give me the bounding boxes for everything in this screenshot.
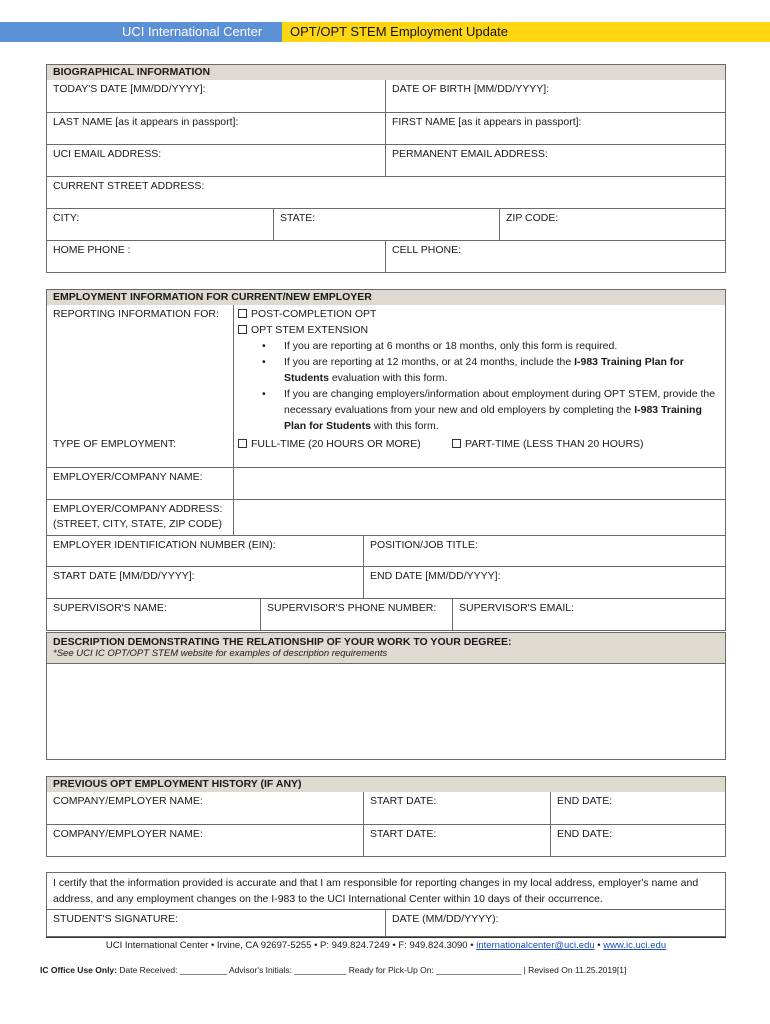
certification-section: [46, 872, 726, 937]
description-textarea[interactable]: [47, 664, 725, 759]
supervisor-name-field[interactable]: SUPERVISOR'S NAME:: [53, 602, 167, 614]
supervisor-email-field[interactable]: SUPERVISOR'S EMAIL:: [452, 599, 725, 630]
first-name-field[interactable]: FIRST NAME [as it appears in passport]:: [385, 113, 725, 144]
reporting-options: [233, 305, 725, 435]
permanent-email-field[interactable]: PERMANENT EMAIL ADDRESS:: [385, 145, 725, 176]
list-item: • If you are changing employers/information about employment during OPT STEM, provide the necessary evaluations from your new and old employers by completing the I-983 Training Plan for Students with this form.: [262, 386, 721, 434]
city-field[interactable]: CITY:: [53, 212, 80, 224]
description-section: [46, 632, 726, 760]
dob-field[interactable]: DATE OF BIRTH [MM/DD/YYYY]:: [385, 80, 725, 112]
stem-extension-option[interactable]: OPT STEM EXTENSION: [238, 322, 721, 338]
previous-employment-section: [46, 776, 726, 857]
employer-name-input[interactable]: [233, 468, 725, 499]
certification-statement: I certify that the information provided is accurate and that I am responsible for reporting changes in my local address, employer's name and address, and any employment changes on the I-983 to the UCI International Center within 10 days of their occurrence.: [53, 877, 699, 905]
prev-start-date-field[interactable]: START DATE:: [363, 825, 550, 856]
checkbox-icon[interactable]: [452, 439, 461, 448]
office-use-label: IC Office Use Only:: [40, 965, 117, 975]
position-field[interactable]: POSITION/JOB TITLE:: [363, 536, 725, 566]
employer-address-input[interactable]: [233, 500, 725, 535]
footer-contact: UCI International Center • Irvine, CA 92697-5255 • P: 949.824.7249 • F: 949.824.3090 • internationalcenter@uci.edu • www.ic.uci.edu: [46, 937, 726, 951]
start-date-field[interactable]: START DATE [MM/DD/YYYY]:: [53, 570, 195, 582]
home-phone-field[interactable]: HOME PHONE :: [53, 244, 131, 256]
employer-address-label: EMPLOYER/COMPANY ADDRESS: (STREET, CITY, STATE, ZIP CODE): [53, 503, 223, 530]
section-heading: BIOGRAPHICAL INFORMATION: [47, 65, 725, 80]
instruction-list: [238, 338, 721, 434]
website-link[interactable]: www.ic.uci.edu: [603, 940, 667, 951]
last-name-field[interactable]: LAST NAME [as it appears in passport]:: [53, 116, 239, 128]
employment-type-label: TYPE OF EMPLOYMENT:: [53, 438, 177, 450]
form-title: OPT/OPT STEM Employment Update: [282, 22, 770, 42]
prev-company-field[interactable]: COMPANY/EMPLOYER NAME:: [53, 828, 203, 840]
checkbox-icon[interactable]: [238, 439, 247, 448]
section-heading: DESCRIPTION DEMONSTRATING THE RELATIONSHIP OF YOUR WORK TO YOUR DEGREE: *See UCI IC OPT/OPT STEM website for examples of description requirements: [47, 633, 725, 663]
supervisor-phone-field[interactable]: SUPERVISOR'S PHONE NUMBER:: [260, 599, 452, 630]
todays-date-field[interactable]: TODAY'S DATE [MM/DD/YYYY]:: [53, 83, 206, 95]
prev-company-field[interactable]: COMPANY/EMPLOYER NAME:: [53, 795, 203, 807]
office-use-line: IC Office Use Only: Date Received: __________ Advisor's Initials: ___________ Ready for Pick-Up On: __________________ | Revised On 11.25.2019[1]: [40, 965, 627, 975]
header-bar: [0, 22, 770, 42]
employer-name-label: EMPLOYER/COMPANY NAME:: [53, 471, 203, 483]
signature-field[interactable]: STUDENT'S SIGNATURE:: [53, 913, 178, 925]
employment-section: [46, 289, 726, 631]
org-name: UCI International Center: [0, 22, 282, 42]
list-item: • If you are reporting at 6 months or 18 months, only this form is required.: [262, 338, 721, 354]
reporting-label: REPORTING INFORMATION FOR:: [53, 308, 219, 320]
ein-field[interactable]: EMPLOYER IDENTIFICATION NUMBER (EIN):: [53, 539, 276, 551]
signature-date-field[interactable]: DATE (MM/DD/YYYY):: [385, 910, 725, 936]
biographical-section: [46, 64, 726, 273]
checkbox-icon[interactable]: [238, 325, 247, 334]
cell-phone-field[interactable]: CELL PHONE:: [385, 241, 725, 272]
prev-end-date-field[interactable]: END DATE:: [550, 825, 725, 856]
part-time-option[interactable]: PART-TIME (LESS THAN 20 HOURS): [452, 436, 644, 466]
zip-field[interactable]: ZIP CODE:: [499, 209, 725, 240]
employment-type-options: [233, 435, 725, 467]
section-heading: EMPLOYMENT INFORMATION FOR CURRENT/NEW EMPLOYER: [47, 290, 725, 305]
street-address-field[interactable]: CURRENT STREET ADDRESS:: [53, 180, 205, 192]
checkbox-icon[interactable]: [238, 309, 247, 318]
description-note: *See UCI IC OPT/OPT STEM website for examples of description requirements: [53, 648, 388, 659]
prev-end-date-field[interactable]: END DATE:: [550, 792, 725, 824]
full-time-option[interactable]: FULL-TIME (20 HOURS OR MORE): [238, 436, 452, 466]
state-field[interactable]: STATE:: [273, 209, 499, 240]
post-completion-option[interactable]: POST-COMPLETION OPT: [238, 306, 721, 322]
prev-start-date-field[interactable]: START DATE:: [363, 792, 550, 824]
list-item: • If you are reporting at 12 months, or at 24 months, include the I-983 Training Plan for Students evaluation with this form.: [262, 354, 721, 386]
end-date-field[interactable]: END DATE [MM/DD/YYYY]:: [363, 567, 725, 598]
email-link[interactable]: internationalcenter@uci.edu: [476, 940, 595, 951]
section-heading: PREVIOUS OPT EMPLOYMENT HISTORY (IF ANY): [47, 777, 725, 792]
uci-email-field[interactable]: UCI EMAIL ADDRESS:: [53, 148, 162, 160]
